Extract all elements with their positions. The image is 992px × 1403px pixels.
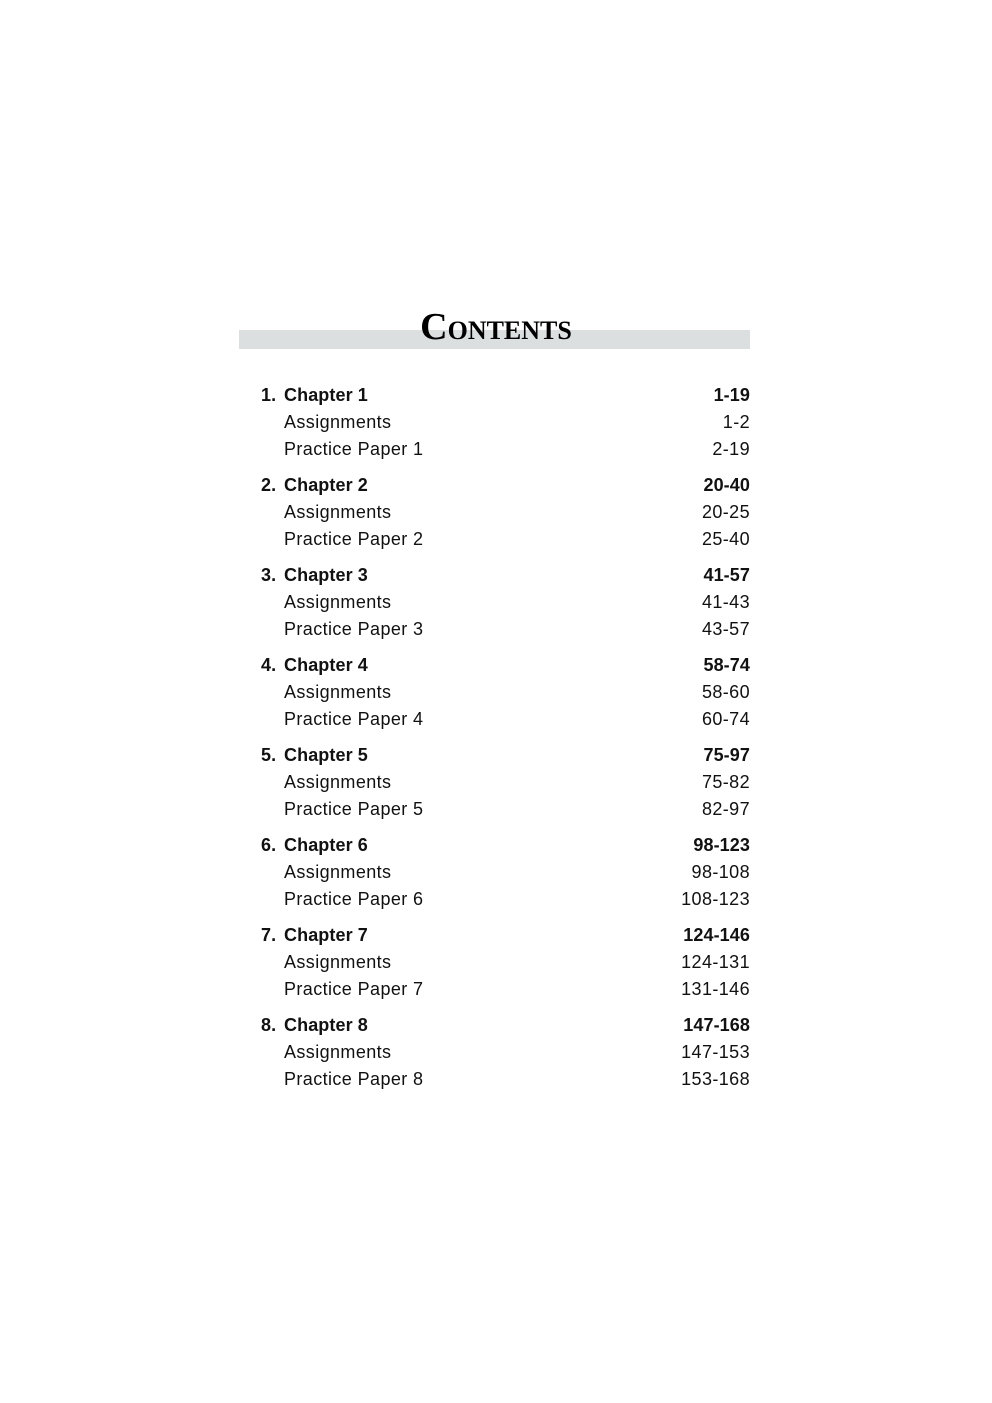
toc-entry[interactable] [261,949,750,976]
chapter-title: Chapter 3 [284,565,368,585]
chapter-title: Chapter 6 [284,835,368,855]
chapter-row[interactable] [261,922,750,949]
title-rest: ONTENTS [447,316,572,345]
table-of-contents [261,382,750,1102]
chapter-pages: 20-40 [703,475,750,495]
title-initial: C [420,306,448,348]
entry-pages: 58-60 [701,682,750,702]
entry-pages: 25-40 [701,529,750,549]
chapter-pages: 147-168 [683,1015,750,1035]
chapter-number: 5. [261,745,277,765]
chapter-group [261,1012,750,1093]
chapter-pages: 58-74 [703,655,750,675]
chapter-pages: 75-97 [703,745,750,765]
entry-label: Practice Paper 4 [284,709,424,729]
entry-label: Assignments [284,952,392,972]
chapter-group [261,652,750,733]
chapter-title: Chapter 5 [284,745,368,765]
chapter-row[interactable] [261,832,750,859]
entry-pages: 82-97 [701,799,750,819]
entry-label: Assignments [284,502,392,522]
chapter-group [261,562,750,643]
entry-pages: 98-108 [691,862,750,882]
toc-entry[interactable] [261,436,750,463]
chapter-group [261,382,750,463]
chapter-pages: 1-19 [713,385,750,405]
toc-entry[interactable] [261,859,750,886]
chapter-row[interactable] [261,472,750,499]
entry-pages: 108-123 [681,889,750,909]
chapter-title: Chapter 2 [284,475,368,495]
entry-pages: 124-131 [681,952,750,972]
chapter-group [261,922,750,1003]
chapter-number: 3. [261,565,277,585]
chapter-group [261,832,750,913]
chapter-group [261,472,750,553]
entry-pages: 131-146 [681,979,750,999]
chapter-pages: 98-123 [693,835,750,855]
toc-entry[interactable] [261,769,750,796]
entry-label: Practice Paper 3 [284,619,424,639]
entry-label: Practice Paper 7 [284,979,424,999]
chapter-number: 8. [261,1015,277,1035]
entry-pages: 20-25 [701,502,750,522]
chapter-pages: 41-57 [703,565,750,585]
toc-entry[interactable] [261,616,750,643]
toc-entry[interactable] [261,1066,750,1093]
entry-pages: 60-74 [701,709,750,729]
toc-entry[interactable] [261,679,750,706]
entry-label: Assignments [284,862,392,882]
entry-label: Practice Paper 8 [284,1069,424,1089]
page-title [0,305,992,353]
entry-label: Assignments [284,682,392,702]
chapter-row[interactable] [261,652,750,679]
chapter-number: 4. [261,655,277,675]
chapter-row[interactable] [261,562,750,589]
entry-label: Practice Paper 5 [284,799,424,819]
chapter-title: Chapter 4 [284,655,368,675]
toc-entry[interactable] [261,706,750,733]
entry-pages: 75-82 [701,772,750,792]
chapter-title: Chapter 7 [284,925,368,945]
entry-label: Practice Paper 1 [284,439,424,459]
chapter-title: Chapter 1 [284,385,368,405]
entry-label: Assignments [284,772,392,792]
entry-pages: 1-2 [722,412,750,432]
toc-entry[interactable] [261,796,750,823]
chapter-title: Chapter 8 [284,1015,368,1035]
toc-entry[interactable] [261,1039,750,1066]
toc-entry[interactable] [261,409,750,436]
chapter-number: 1. [261,385,277,405]
entry-pages: 41-43 [701,592,750,612]
chapter-number: 7. [261,925,277,945]
entry-label: Assignments [284,412,392,432]
entry-label: Practice Paper 6 [284,889,424,909]
chapter-row[interactable] [261,1012,750,1039]
entry-label: Assignments [284,1042,392,1062]
chapter-row[interactable] [261,382,750,409]
chapter-number: 6. [261,835,277,855]
entry-pages: 153-168 [681,1069,750,1089]
toc-entry[interactable] [261,976,750,1003]
entry-pages: 43-57 [701,619,750,639]
entry-label: Practice Paper 2 [284,529,424,549]
chapter-row[interactable] [261,742,750,769]
toc-entry[interactable] [261,526,750,553]
entry-label: Assignments [284,592,392,612]
entry-pages: 2-19 [712,439,750,459]
chapter-pages: 124-146 [683,925,750,945]
chapter-number: 2. [261,475,277,495]
toc-entry[interactable] [261,499,750,526]
toc-entry[interactable] [261,886,750,913]
chapter-group [261,742,750,823]
toc-entry[interactable] [261,589,750,616]
entry-pages: 147-153 [681,1042,750,1062]
